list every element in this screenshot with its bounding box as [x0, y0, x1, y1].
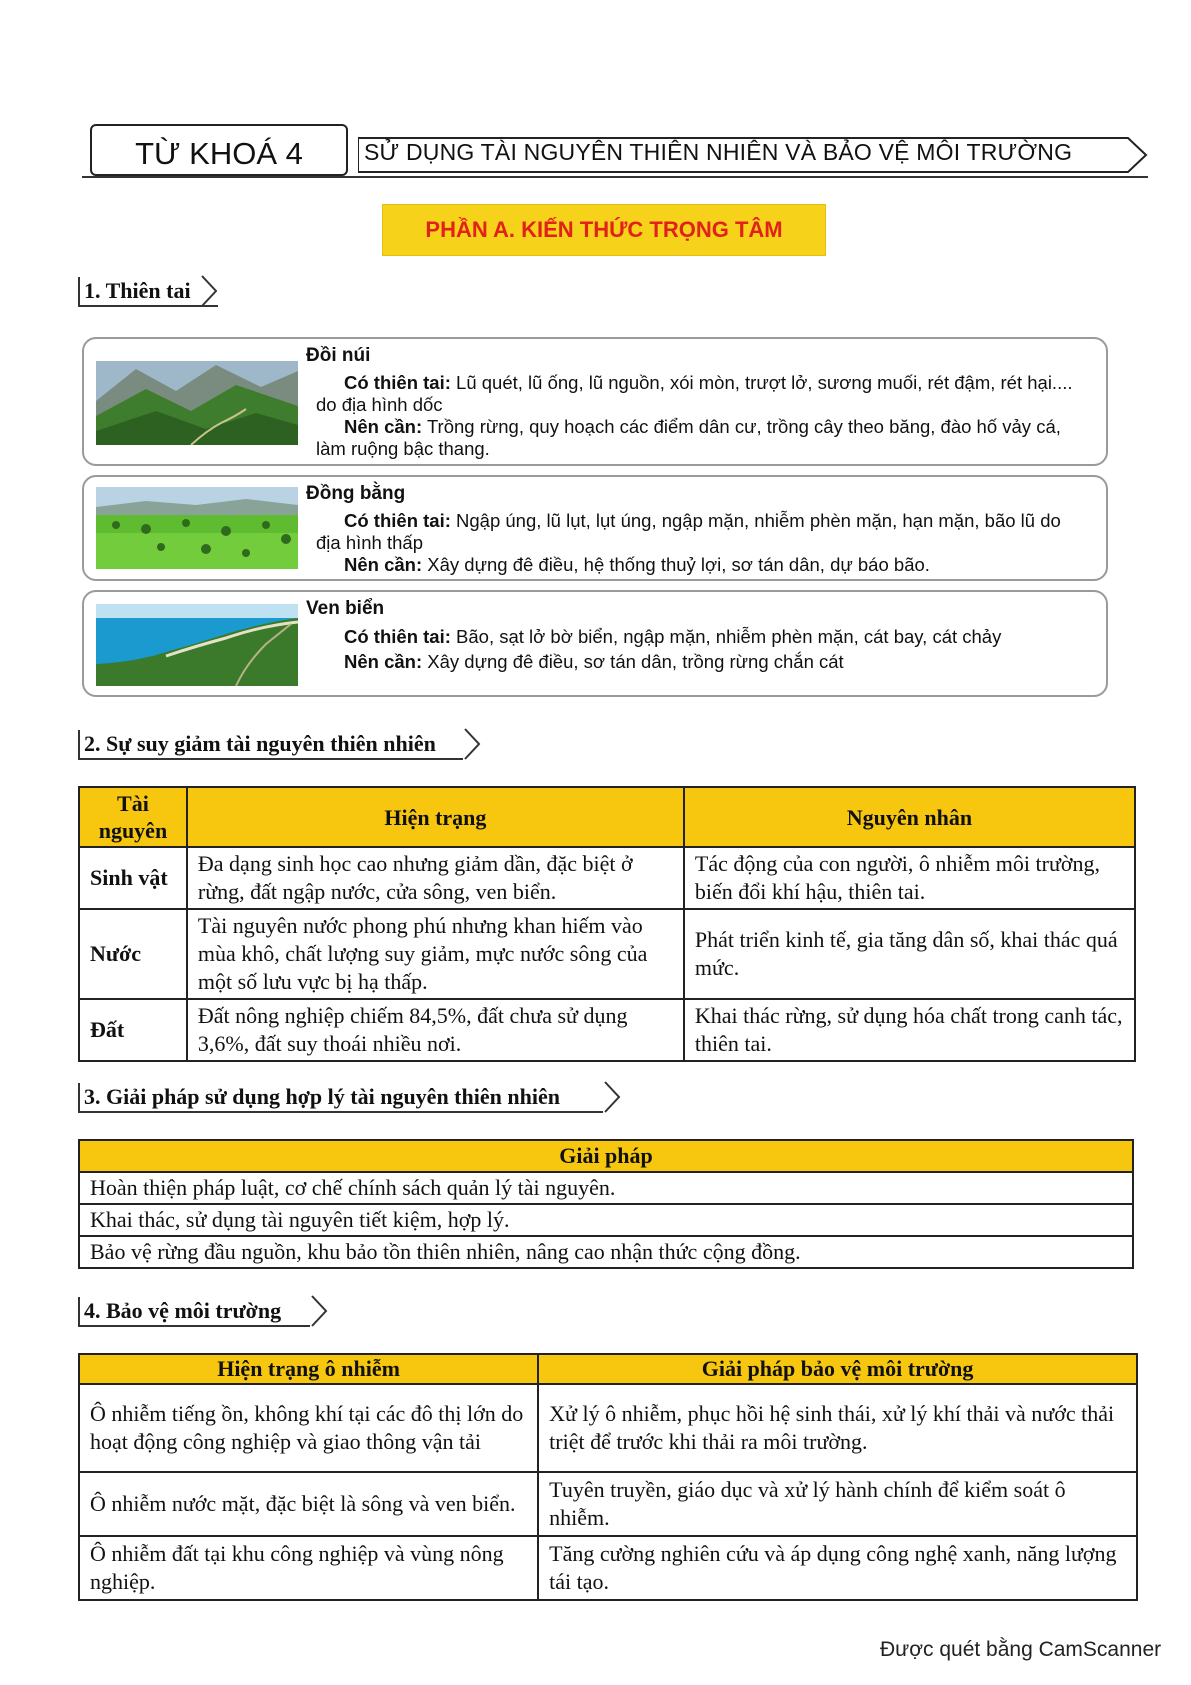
column-header-cause: Nguyên nhân	[684, 787, 1135, 847]
disaster-line: Có thiên tai: Ngập úng, lũ lụt, lụt úng, ngập mặn, nhiễm phèn mặn, hạn mặn, bão lũ do	[344, 510, 1061, 531]
table-row	[79, 909, 1135, 999]
column-header-solution: Giải pháp	[79, 1140, 1133, 1172]
cell-cause: Khai thác rừng, sử dụng hóa chất trong canh tác, thiên tai.	[684, 999, 1135, 1061]
cell-solution: Xử lý ô nhiễm, phục hồi hệ sinh thái, xử lý khí thải và nước thải triệt để trước khi thải ra môi trường.	[538, 1384, 1137, 1472]
need-line: Nên cần: Trồng rừng, quy hoạch các điểm dân cư, trồng cây theo băng, đào hố vảy cá,	[344, 416, 1061, 437]
card-title: Đồng bằng	[306, 483, 406, 504]
mountain-landscape-image	[96, 361, 298, 445]
table-row	[79, 847, 1135, 909]
header-divider	[82, 176, 1148, 178]
cell-solution: Hoàn thiện pháp luật, cơ chế chính sách quản lý tài nguyên.	[79, 1172, 1133, 1204]
coast-landscape-image	[96, 604, 298, 686]
solutions-table	[78, 1139, 1134, 1269]
keyword-label: TỪ KHOÁ 4	[135, 136, 303, 171]
table-row	[79, 1384, 1137, 1472]
section-2-heading	[78, 730, 463, 760]
table-row	[79, 1536, 1137, 1600]
card-title: Đồi núi	[306, 345, 371, 366]
section-1-title: 1. Thiên tai	[84, 278, 191, 303]
cell-resource: Đất	[79, 999, 187, 1061]
column-header-solution: Giải pháp bảo vệ môi trường	[538, 1354, 1137, 1384]
cell-solution: Bảo vệ rừng đầu nguồn, khu bảo tồn thiên nhiên, nâng cao nhận thức cộng đồng.	[79, 1236, 1133, 1268]
cell-solution: Tăng cường nghiên cứu và áp dụng công nghệ xanh, năng lượng tái tạo.	[538, 1536, 1137, 1600]
table-row	[79, 1472, 1137, 1536]
plain-landscape-image	[96, 487, 298, 569]
section-2-title: 2. Sự suy giảm tài nguyên thiên nhiên	[84, 731, 436, 756]
cell-pollution: Ô nhiễm nước mặt, đặc biệt là sông và ven biển.	[79, 1472, 538, 1536]
card-title: Ven biển	[306, 598, 385, 619]
chevron-right-icon	[603, 1080, 623, 1114]
table-header-row	[79, 787, 1135, 847]
column-header-pollution: Hiện trạng ô nhiễm	[79, 1354, 538, 1384]
cell-status: Tài nguyên nước phong phú nhưng khan hiếm vào mùa khô, chất lượng suy giảm, mực nước sông của một số lưu vực bị hạ thấp.	[187, 909, 684, 999]
disaster-line-cont: do địa hình dốc	[316, 394, 443, 415]
keyword-box	[90, 124, 348, 176]
cell-cause: Tác động của con người, ô nhiễm môi trường, biến đổi khí hậu, thiên tai.	[684, 847, 1135, 909]
cell-pollution: Ô nhiễm đất tại khu công nghiệp và vùng nông nghiệp.	[79, 1536, 538, 1600]
table-row	[79, 1172, 1133, 1204]
cell-resource: Sinh vật	[79, 847, 187, 909]
disaster-card-coast	[82, 590, 1108, 697]
chevron-right-icon	[463, 727, 483, 761]
cell-pollution: Ô nhiễm tiếng ồn, không khí tại các đô thị lớn do hoạt động công nghiệp và giao thông vận tải	[79, 1384, 538, 1472]
cell-status: Đất nông nghiệp chiếm 84,5%, đất chưa sử dụng 3,6%, đất suy thoái nhiều nơi.	[187, 999, 684, 1061]
cell-solution: Tuyên truyền, giáo dục và xử lý hành chính để kiểm soát ô nhiễm.	[538, 1472, 1137, 1536]
environment-protection-table	[78, 1353, 1138, 1601]
section-4-title: 4. Bảo vệ môi trường	[84, 1298, 282, 1323]
disaster-line: Có thiên tai: Bão, sạt lở bờ biển, ngập mặn, nhiễm phèn mặn, cát bay, cát chảy	[344, 626, 1002, 647]
need-line: Nên cần: Xây dựng đê điều, hệ thống thuỷ lợi, sơ tán dân, dự báo bão.	[344, 554, 930, 575]
disaster-card-mountain	[82, 337, 1108, 466]
cell-resource: Nước	[79, 909, 187, 999]
resource-decline-table	[78, 786, 1136, 1062]
section-4-heading	[78, 1297, 310, 1327]
table-row	[79, 999, 1135, 1061]
chevron-right-icon	[310, 1294, 330, 1328]
topic-title: SỬ DỤNG TÀI NGUYÊN THIÊN NHIÊN VÀ BẢO VỆ MÔI TRƯỜNG	[364, 139, 1073, 165]
need-line: Nên cần: Xây dựng đê điều, sơ tán dân, trồng rừng chắn cát	[344, 651, 844, 672]
table-header-row	[79, 1140, 1133, 1172]
part-title: PHẦN A. KIẾN THỨC TRỌNG TÂM	[425, 217, 783, 242]
section-3-heading	[78, 1083, 603, 1113]
table-row	[79, 1236, 1133, 1268]
section-1-heading	[78, 277, 218, 307]
card-body	[316, 510, 1098, 576]
topic-banner	[358, 136, 1146, 172]
card-body	[316, 626, 1098, 673]
table-header-row	[79, 1354, 1137, 1384]
table-row	[79, 1204, 1133, 1236]
column-header-resource: Tài nguyên	[79, 787, 187, 847]
chevron-right-icon	[200, 274, 220, 308]
cell-solution: Khai thác, sử dụng tài nguyên tiết kiệm, hợp lý.	[79, 1204, 1133, 1236]
disaster-card-plain	[82, 475, 1108, 581]
part-banner	[382, 204, 826, 256]
disaster-line: Có thiên tai: Lũ quét, lũ ống, lũ nguồn, xói mòn, trượt lở, sương muối, rét đậm, rét hại....	[344, 372, 1073, 393]
cell-status: Đa dạng sinh học cao nhưng giảm dần, đặc biệt ở rừng, đất ngập nước, cửa sông, ven biển.	[187, 847, 684, 909]
disaster-line-cont: địa hình thấp	[316, 532, 423, 553]
need-line-cont: làm ruộng bậc thang.	[316, 438, 490, 459]
cell-cause: Phát triển kinh tế, gia tăng dân số, khai thác quá mức.	[684, 909, 1135, 999]
card-body	[316, 372, 1098, 460]
scanner-watermark: Được quét bằng CamScanner	[880, 1638, 1162, 1661]
column-header-status: Hiện trạng	[187, 787, 684, 847]
section-3-title: 3. Giải pháp sử dụng hợp lý tài nguyên thiên nhiên	[84, 1084, 560, 1109]
